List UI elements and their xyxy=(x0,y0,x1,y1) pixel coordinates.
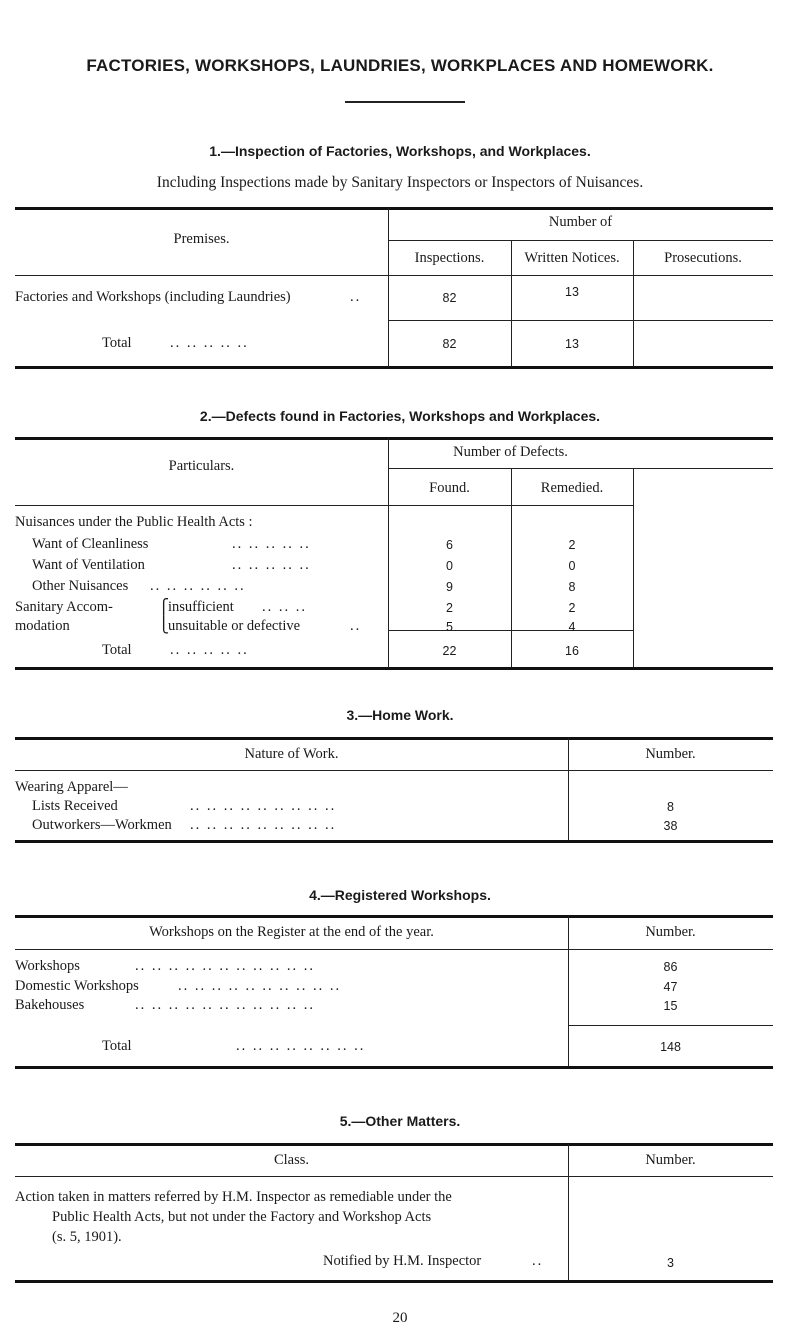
dot-leader: .. .. .. .. .. .. .. .. .. xyxy=(190,817,337,833)
found-header: Found. xyxy=(429,480,470,496)
prosecutions-header: Prosecutions. xyxy=(664,250,742,266)
section1-title: 1.—Inspection of Factories, Workshops, and Workplaces. xyxy=(209,143,591,159)
dot-leader: .. .. .. .. .. .. xyxy=(150,578,246,594)
table-rule xyxy=(15,437,773,440)
row-label: Workshops xyxy=(15,958,80,974)
nature-of-work-header: Nature of Work. xyxy=(244,746,339,762)
dot-leader: .. .. .. .. .. xyxy=(232,536,311,552)
number-value: 86 xyxy=(663,960,678,974)
number-value: 38 xyxy=(663,819,678,833)
dot-leader: .. .. .. .. .. xyxy=(170,642,249,658)
table-rule xyxy=(388,320,773,321)
table-rule xyxy=(15,366,773,369)
row-label: modation xyxy=(15,618,70,634)
inspections-value: 82 xyxy=(442,291,457,305)
table-rule xyxy=(568,1025,773,1026)
table-rule xyxy=(15,1143,773,1146)
table-rule xyxy=(15,770,773,771)
row-label: Domestic Workshops xyxy=(15,978,139,994)
number-header: Number. xyxy=(645,924,696,940)
dot-leader: .. xyxy=(532,1253,544,1269)
wearing-apparel-label: Wearing Apparel— xyxy=(15,779,128,795)
total-label: Total xyxy=(102,1038,132,1054)
table-rule xyxy=(15,737,773,740)
row-label: Other Nuisances xyxy=(32,578,129,594)
section2-title: 2.—Defects found in Factories, Workshops and Workplaces. xyxy=(199,408,601,424)
found-value: 9 xyxy=(446,580,453,594)
notices-value: 13 xyxy=(565,285,579,299)
number-value: 47 xyxy=(663,980,678,994)
table-rule xyxy=(15,1280,773,1283)
title-divider xyxy=(345,101,465,103)
total-label: Total xyxy=(102,335,132,351)
notices-total: 13 xyxy=(565,337,579,351)
dot-leader: .. .. .. .. .. .. .. .. .. .. .. xyxy=(135,958,315,974)
dot-leader: .. .. .. .. .. .. .. .. .. .. .. xyxy=(135,997,315,1013)
action-text-line: Public Health Acts, but not under the Factory and Workshop Acts xyxy=(52,1209,432,1225)
table-rule xyxy=(15,667,773,670)
row-sublabel: insufficient xyxy=(168,599,234,615)
table-rule xyxy=(15,915,773,918)
inspections-total: 82 xyxy=(442,337,457,351)
section5-title: 5.—Other Matters. xyxy=(339,1113,461,1129)
dot-leader: .. xyxy=(350,289,362,305)
section3-title: 3.—Home Work. xyxy=(346,707,454,723)
dot-leader: .. .. .. xyxy=(262,599,307,615)
table-rule xyxy=(15,1176,773,1177)
found-value: 2 xyxy=(446,601,453,615)
table-column-line xyxy=(633,468,634,667)
number-total: 148 xyxy=(660,1040,681,1054)
table-rule xyxy=(15,840,773,843)
number-value: 15 xyxy=(663,999,678,1013)
written-notices-header: Written Notices. xyxy=(524,250,620,266)
remedied-value: 2 xyxy=(568,538,576,552)
number-header: Number. xyxy=(645,746,696,762)
table-rule xyxy=(388,468,773,469)
table-rule xyxy=(15,505,633,506)
remedied-value: 8 xyxy=(568,580,576,594)
row-sublabel: unsuitable or defective xyxy=(168,618,301,634)
number-of-defects-header: Number of Defects. xyxy=(453,444,568,460)
section1-subtitle: Including Inspections made by Sanitary Inspectors or Inspectors of Nuisances. xyxy=(156,174,644,191)
action-text-line: Action taken in matters referred by H.M. Inspector as remediable under the xyxy=(15,1189,452,1205)
page-title: FACTORIES, WORKSHOPS, LAUNDRIES, WORKPLACES AND HOMEWORK. xyxy=(86,56,714,75)
table-rule xyxy=(15,1066,773,1069)
table-rule xyxy=(388,240,773,241)
notified-label: Notified by H.M. Inspector xyxy=(323,1253,482,1269)
found-value: 5 xyxy=(446,620,453,634)
dot-leader: .. .. .. .. .. .. .. .. xyxy=(236,1038,366,1054)
particulars-header: Particulars. xyxy=(168,458,235,474)
row-label: Lists Received xyxy=(32,798,118,814)
table-rule xyxy=(15,207,773,210)
action-text-line: (s. 5, 1901). xyxy=(52,1229,122,1245)
remedied-value: 0 xyxy=(568,559,576,573)
found-value: 6 xyxy=(446,538,453,552)
inspections-header: Inspections. xyxy=(414,250,485,266)
table-rule xyxy=(15,949,773,950)
section4-title: 4.—Registered Workshops. xyxy=(309,887,491,903)
dot-leader: .. .. .. .. .. .. .. .. .. xyxy=(190,798,337,814)
page-number: 20 xyxy=(392,1310,408,1326)
nuisances-group-label: Nuisances under the Public Health Acts : xyxy=(15,514,253,530)
row-label: Want of Ventilation xyxy=(32,557,145,573)
brace-top: ⎧ xyxy=(158,600,170,616)
row-label: Sanitary Accom- xyxy=(15,599,113,615)
remedied-header: Remedied. xyxy=(540,480,604,496)
table-rule xyxy=(15,275,773,276)
dot-leader: .. xyxy=(350,618,362,634)
total-label: Total xyxy=(102,642,132,658)
remedied-value: 2 xyxy=(568,601,576,615)
workshops-register-header: Workshops on the Register at the end of the year. xyxy=(149,924,434,940)
row-label: Outworkers—Workmen xyxy=(32,817,172,833)
class-header: Class. xyxy=(273,1152,310,1168)
number-value: 8 xyxy=(667,800,674,814)
found-total: 22 xyxy=(442,644,457,658)
remedied-value: 4 xyxy=(568,620,576,634)
number-header: Number. xyxy=(645,1152,696,1168)
dot-leader: .. .. .. .. .. xyxy=(170,335,249,351)
row-label: Factories and Workshops (including Laundries) xyxy=(15,289,291,305)
dot-leader: .. .. .. .. .. .. .. .. .. .. xyxy=(178,978,342,994)
premises-header: Premises. xyxy=(173,231,230,247)
brace-bottom: ⎩ xyxy=(158,618,170,634)
dot-leader: .. .. .. .. .. xyxy=(232,557,311,573)
row-label: Bakehouses xyxy=(15,997,85,1013)
row-label: Want of Cleanliness xyxy=(32,536,149,552)
remedied-total: 16 xyxy=(565,644,579,658)
number-of-header: Number of xyxy=(548,214,613,230)
found-value: 0 xyxy=(446,559,453,573)
number-value: 3 xyxy=(667,1256,674,1270)
